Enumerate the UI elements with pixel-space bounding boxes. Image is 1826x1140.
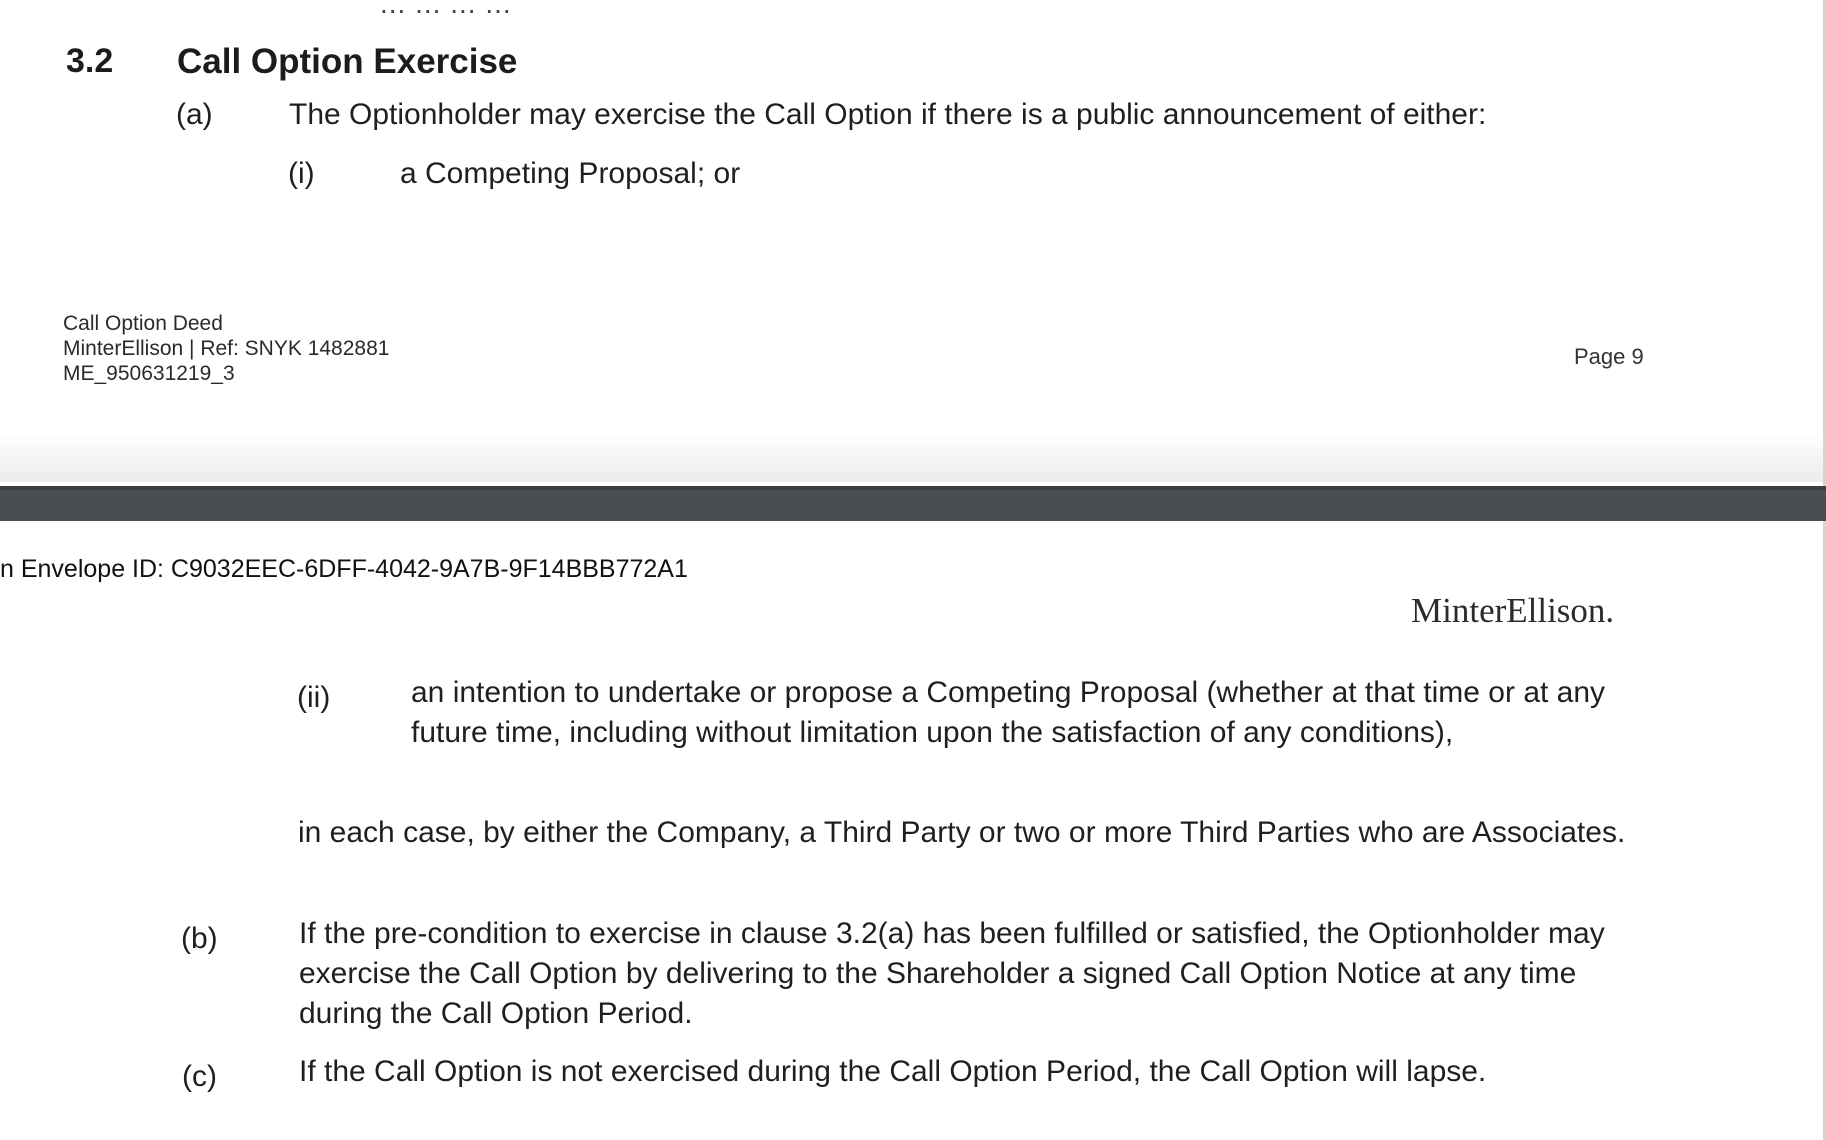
item-b-label: (b)	[181, 922, 218, 955]
page-bottom-edge	[0, 432, 1826, 482]
footer-ref-line: MinterEllison | Ref: SNYK 1482881	[63, 337, 390, 360]
item-ii-text: an intention to undertake or propose a Competing Proposal (whether at that time or at any future time, including without limitation upon the satisfaction of any conditions),	[411, 676, 1606, 749]
item-c-label: (c)	[182, 1060, 217, 1093]
document-page-top	[0, 0, 1826, 486]
footer-doc-title: Call Option Deed	[63, 312, 223, 335]
section-title: Call Option Exercise	[177, 42, 518, 81]
item-i-label: (i)	[288, 157, 315, 190]
page-number: Page 9	[1574, 344, 1644, 369]
each-case-paragraph: in each case, by either the Company, a Third Party or two or more Third Parties who are Associates.	[298, 816, 1626, 849]
footer-doc-id: ME_950631219_3	[63, 362, 235, 385]
item-a-text: The Optionholder may exercise the Call Option if there is a public announcement of either:	[289, 98, 1487, 131]
section-number: 3.2	[66, 42, 114, 80]
page-footer	[63, 311, 389, 386]
item-i-text: a Competing Proposal; or	[400, 157, 741, 190]
item-b-text: If the pre-condition to exercise in clause 3.2(a) has been fulfilled or satisfied, the Optionholder may exercise the Call Option by delivering to the Shareholder a signed Call Option Notice at any time during the Call Option Period.	[299, 917, 1605, 1030]
item-c-text: If the Call Option is not exercised during the Call Option Period, the Call Option will lapse.	[299, 1055, 1487, 1088]
item-a-label: (a)	[176, 98, 213, 131]
clipped-text-line: ... ... ... ...	[380, 0, 512, 19]
item-ii-label: (ii)	[297, 681, 331, 714]
docusign-envelope-id: n Envelope ID: C9032EEC-6DFF-4042-9A7B-9F14BBB772A1	[0, 555, 688, 583]
document-page-bottom	[0, 521, 1826, 1140]
minterellison-logo: MinterEllison.	[1411, 591, 1615, 630]
page-separator	[0, 486, 1826, 521]
